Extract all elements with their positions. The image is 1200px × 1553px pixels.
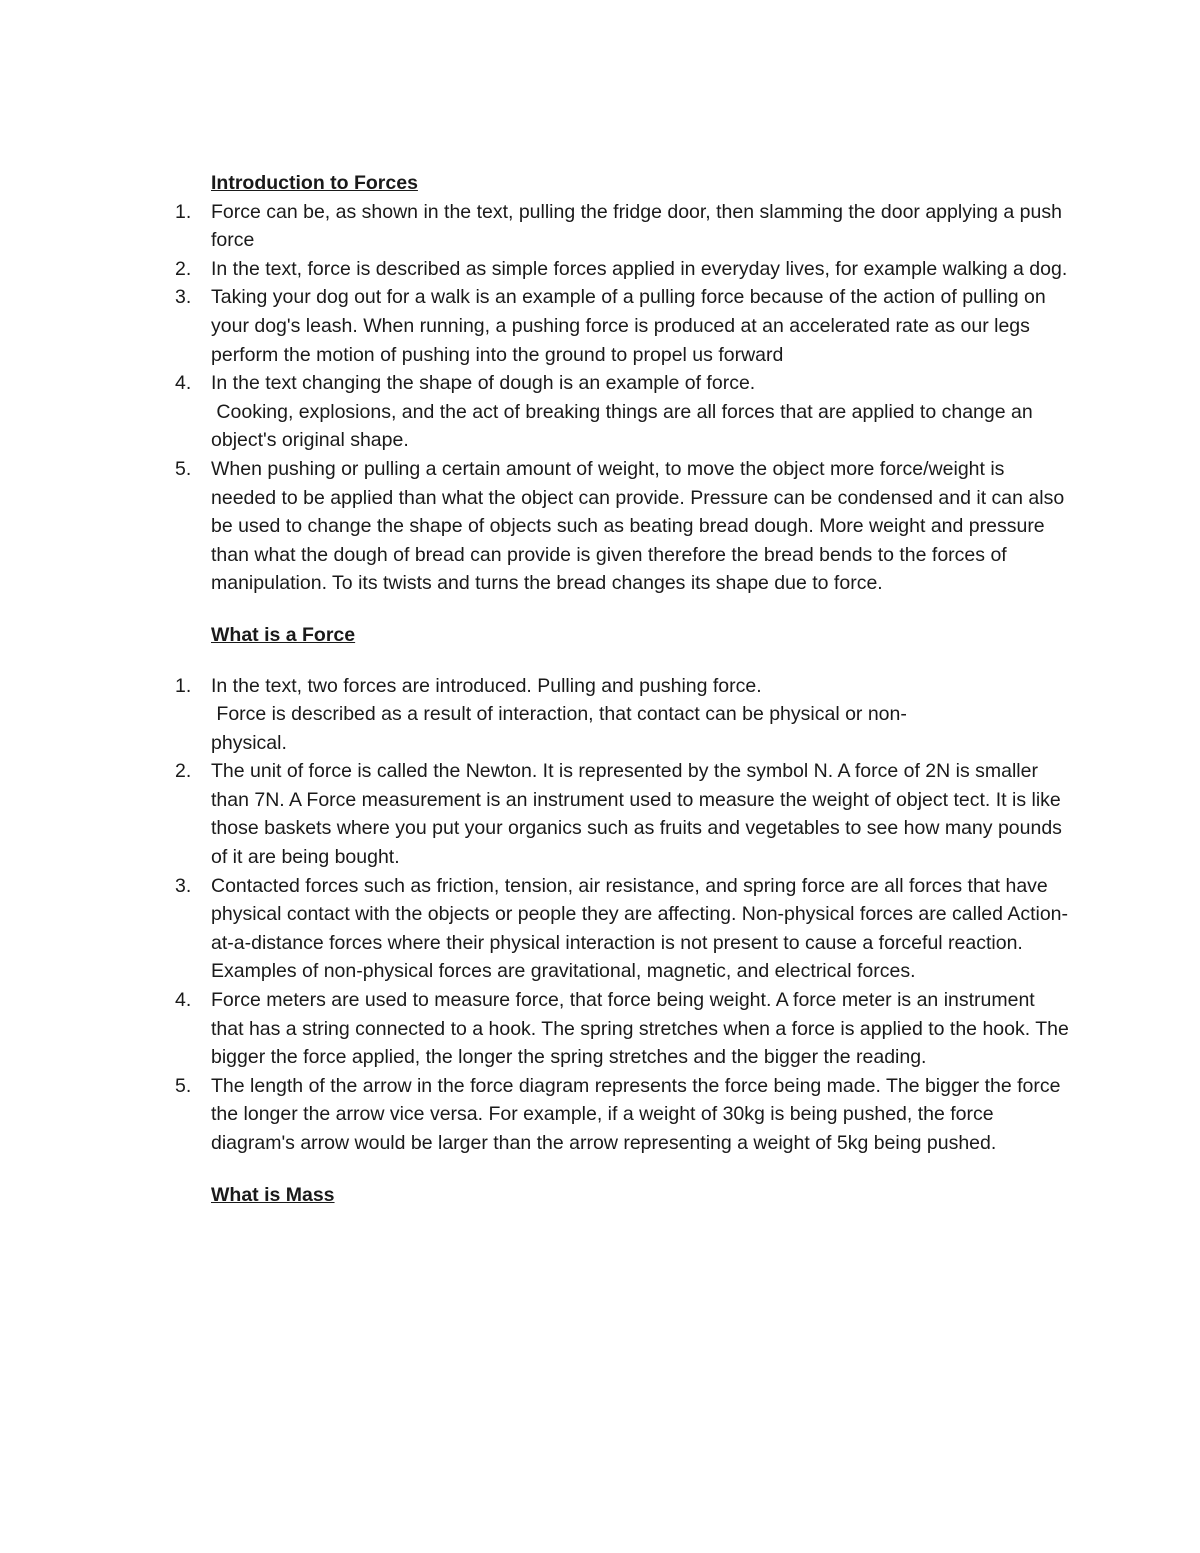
list-item-text: Taking your dog out for a walk is an example of a pulling force because of the action of pulling on your dog's leash. When running, a pushing force is produced at an accelerated rate as our legs perform the motion of pushing into the ground to propel us forward [211, 286, 1046, 366]
list-item-text: Force meters are used to measure force, that force being weight. A force meter is an instrument that has a string connected to a hook. The spring stretches when a force is applied to the hook. The bigger the force applied, the longer the spring stretches and the bigger the reading. [211, 989, 1069, 1069]
list-item [175, 986, 1071, 1072]
section-heading: What is Mass [211, 1183, 335, 1206]
list-item [175, 455, 1071, 598]
list-number: 2. [175, 257, 192, 280]
list-number: 5. [175, 457, 192, 480]
spacer [211, 1158, 1071, 1181]
list-item-text: When pushing or pulling a certain amount of weight, to move the object more force/weight is needed to be applied than what the object can provide. Pressure can be condensed and it can also be used to change the shape of objects such as beating bread dough. More weight and pressure than what the dough of bread can provide is given therefore the bread bends to the forces of manipulation. To its twists and turns the bread changes its shape due to force. [211, 457, 1065, 595]
list-item [175, 198, 1071, 255]
list-item [175, 369, 1071, 455]
list-item-text: The unit of force is called the Newton. It is represented by the symbol N. A force of 2N is smaller than 7N. A Force measurement is an instrument used to measure the weight of object tect. It is like those baskets where you put your organics such as fruits and vegetables to see how many pounds of it are being bought. [211, 760, 1062, 869]
list-number: 4. [175, 989, 192, 1012]
section-what-is-a-force [175, 621, 1071, 1158]
document-body [175, 169, 1071, 1209]
list-item-text: In the text, two forces are introduced. Pulling and pushing force. [211, 674, 762, 697]
list-item [175, 672, 1071, 758]
section-introduction-to-forces [175, 169, 1071, 598]
section-heading: Introduction to Forces [211, 172, 418, 194]
list-item [175, 1072, 1071, 1158]
list-number: 5. [175, 1074, 192, 1097]
list-item [175, 872, 1071, 986]
list-number: 2. [175, 760, 192, 783]
list-number: 4. [175, 372, 192, 395]
section-heading: What is a Force [211, 623, 356, 646]
section-what-is-mass [211, 1181, 1071, 1210]
list-number: 1. [175, 200, 192, 223]
numbered-list [175, 198, 1071, 598]
list-item [175, 255, 1071, 284]
list-item-text: In the text, force is described as simple forces applied in everyday lives, for example walking a dog. [211, 257, 1068, 280]
list-item-text: The length of the arrow in the force diagram represents the force being made. The bigger the force the longer the arrow vice versa. For example, if a weight of 30kg is being pushed, the force diagram's arrow would be larger than the arrow representing a weight of 5kg being pushed. [211, 1074, 1061, 1154]
list-item-text: Force is described as a result of interaction, that contact can be physical or non-physical. [211, 703, 907, 754]
list-item-text: Contacted forces such as friction, tension, air resistance, and spring force are all forces that have physical contact with the objects or people they are affecting. Non-physical forces are called Action-at-a-distance forces where their physical interaction is not present to cause a forceful reaction. Examples of non-physical forces are gravitational, magnetic, and electrical forces. [211, 874, 1069, 983]
list-number: 3. [175, 874, 192, 897]
list-item-text: Force can be, as shown in the text, pulling the fridge door, then slamming the door applying a push force [211, 200, 1062, 252]
list-item-text: In the text changing the shape of dough is an example of force. [211, 372, 756, 395]
spacer [211, 598, 1071, 621]
list-number: 3. [175, 286, 192, 309]
list-number: 1. [175, 674, 192, 697]
list-item [175, 283, 1071, 369]
numbered-list [175, 672, 1071, 1158]
list-item [175, 757, 1071, 871]
list-item-text: Cooking, explosions, and the act of breaking things are all forces that are applied to change an object's original shape. [211, 400, 1039, 452]
spacer [211, 650, 1071, 672]
